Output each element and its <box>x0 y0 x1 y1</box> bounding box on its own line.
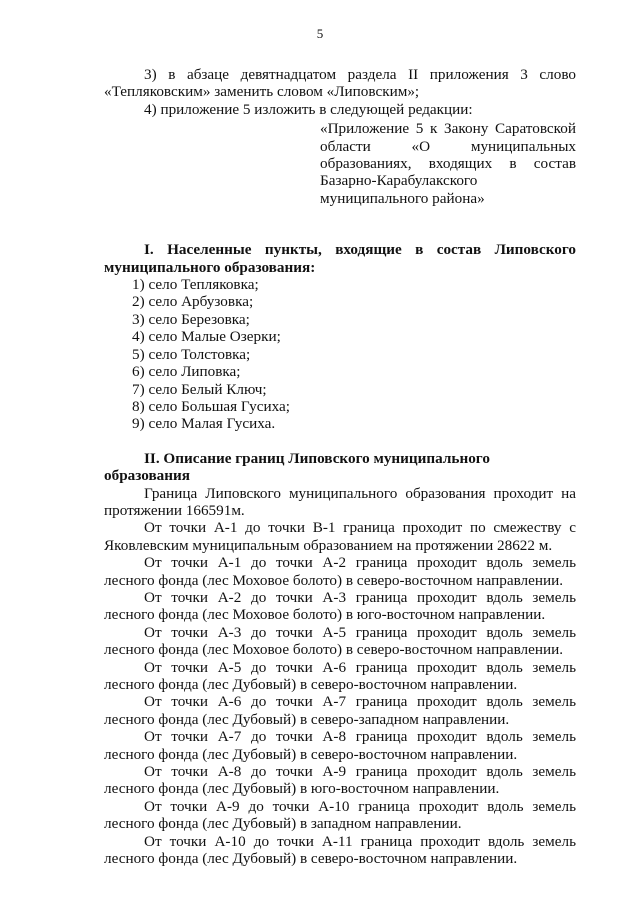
border-paragraph: Граница Липовского муниципального образования проходит на протяжении 166591м. <box>104 484 576 519</box>
appendix-quote: «Приложение 5 к Закону Саратовской области «О муниципальных образованиях, входящих в состав Базарно-Карабулакского муниципального района» <box>320 120 576 207</box>
page-number: 5 <box>316 26 324 41</box>
intro-paragraph-1: 3) в абзаце девятнадцатом раздела II приложения 3 слово «Тепляковским» заменить словом «Липовским»; <box>104 66 576 101</box>
settlement-list <box>104 276 576 433</box>
settlement-item: 2) село Арбузовка; <box>132 293 254 311</box>
border-paragraph: От точки А-1 до точки А-2 граница проходит вдоль земель лесного фонда (лес Моховое болото) в северо-восточном направлении. <box>104 554 576 589</box>
border-paragraph: От точки А-2 до точки А-3 граница проходит вдоль земель лесного фонда (лес Моховое болото) в юго-восточном направлении. <box>104 588 576 624</box>
settlement-item: 5) село Толстовка; <box>132 345 251 363</box>
section-1-heading: I. Населенные пункты, входящие в состав Липовского муниципального образования: <box>104 241 576 276</box>
settlement-item: 8) село Большая Гусиха; <box>132 397 290 415</box>
settlement-item: 6) село Липовка; <box>132 363 241 381</box>
section-2-heading: II. Описание границ Липовского муниципального образования <box>104 449 490 485</box>
border-paragraph: От точки А-7 до точки А-8 граница проходит вдоль земель лесного фонда (лес Дубовый) в северо-восточном направлении. <box>104 728 576 763</box>
border-paragraph: От точки А-6 до точки А-7 граница проходит вдоль земель лесного фонда (лес Дубовый) в северо-западном направлении. <box>104 693 576 728</box>
border-paragraph: От точки А-8 до точки А-9 граница проходит вдоль земель лесного фонда (лес Дубовый) в юго-восточном направлении. <box>104 763 576 798</box>
border-paragraph: От точки А-10 до точки А-11 граница проходит вдоль земель лесного фонда (лес Дубовый) в северо-восточном направлении. <box>104 832 576 868</box>
border-paragraph: От точки А-3 до точки А-5 граница проходит вдоль земель лесного фонда (лес Моховое болото) в северо-восточном направлении. <box>104 623 576 659</box>
border-paragraph: От точки А-5 до точки А-6 граница проходит вдоль земель лесного фонда (лес Дубовый) в северо-восточном направлении. <box>104 658 576 693</box>
settlement-item: 7) село Белый Ключ; <box>132 380 267 398</box>
border-paragraph: От точки А-1 до точки В-1 граница проходит по смежеству с Яковлевским муниципальным образованием на протяжении 28622 м. <box>104 519 576 554</box>
intro-paragraph-2: 4) приложение 5 изложить в следующей редакции: <box>144 100 473 118</box>
settlement-item: 4) село Малые Озерки; <box>132 328 281 346</box>
border-paragraph: От точки А-9 до точки А-10 граница проходит вдоль земель лесного фонда (лес Дубовый) в западном направлении. <box>104 797 576 833</box>
document-body <box>104 66 576 867</box>
settlement-item: 1) село Тепляковка; <box>132 276 259 294</box>
settlement-item: 3) село Березовка; <box>132 310 250 328</box>
settlement-item: 9) село Малая Гусиха. <box>132 415 276 433</box>
